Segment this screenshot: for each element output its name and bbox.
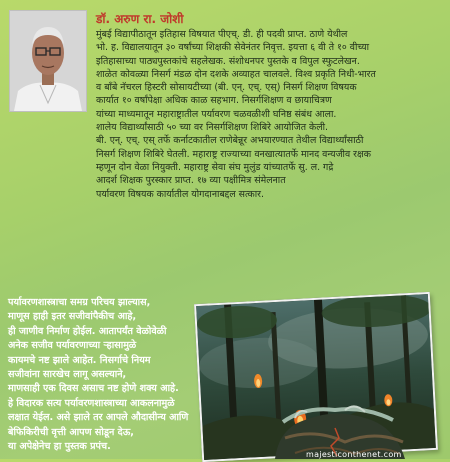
description-line: ही जाणीव निर्माण होईल. आतापर्यंत वेळोवेळी: [8, 325, 167, 337]
description-line: या अपेक्षेनेच हा पुस्तक प्रपंच.: [8, 441, 111, 453]
bio-line: शाळेत कोवळ्या निसर्ग मंडळ दोन दशके अव्याहत चालवले. विश्व प्रकृति निधी-भारत: [96, 68, 376, 80]
book-description: [8, 296, 198, 454]
bio-line: शालेय विद्यार्थ्यांसाठी ५० च्या वर निसर्गशिक्षण शिबिरे आयोजित केली.: [96, 122, 329, 134]
description-line: बेफिकिरीची वृत्ती आपण सोडून देऊ,: [8, 426, 134, 438]
author-photo: [9, 10, 87, 112]
description-line: लक्षात येईल. असे झाले तर आपले औदासीन्य आणि: [8, 412, 189, 424]
description-line: पर्यावरणशास्त्राचा समग्र परिचय झाल्यास,: [8, 297, 151, 308]
bio-line: निसर्ग शिक्षण शिबिरे घेतली. महाराष्ट्र राज्याच्या वनखात्यातर्फे मानद वन्यजीव रक्षक: [96, 148, 371, 160]
description-line: माणसाही एक दिवस असाच नष्ट होणे शक्य आहे.: [8, 383, 179, 395]
footer-url[interactable]: majesticonthenet.com: [306, 450, 402, 459]
description-line: कायमचे नष्ट झाले आहेत. निसर्गाचे नियम: [8, 354, 151, 366]
author-name: डॉ. अरुण रा. जोशी: [96, 12, 184, 26]
description-line: माणूस हाही इतर सजीवांपैकीच आहे,: [8, 311, 137, 323]
bio-line: मुंबई विद्यापीठातून इतिहास विषयात पीएच्. डी. ही पदवी प्राप्त. ठाणे येथील: [96, 29, 348, 40]
bio-line: यांच्या माध्यमातून महाराष्ट्रातील पर्यावरण चळवळीशी घनिष्ठ संबंध आला.: [96, 108, 337, 120]
description-line: हे विदारक सत्य पर्यावरणशास्त्राच्या आकलनामुळे: [8, 397, 175, 409]
description-line: सजीवांना सारखेच लागू असल्याने,: [8, 369, 127, 381]
bio-line: आदर्श शिक्षक पुरस्कार प्राप्त. १७ व्या पक्षीमित्र संमेलनात: [96, 175, 286, 187]
bio-line: भो. ह. विद्यालयातून ३० वर्षांच्या शिक्षकी सेवेनंतर निवृत्त. इयत्ता ६ वी ते १० वीच्या: [96, 42, 369, 54]
bio-line: व बॉंबे नॅचरल हिस्टरी सोसायटीच्या (बी. एन्. एच्. एस्) निसर्ग शिक्षण विषयक: [96, 82, 357, 94]
bio-line: पर्यावरण विषयक कार्यातील योगदानाबद्दल सत्कार.: [96, 188, 264, 200]
bio-line: कार्यात १० वर्षांपेक्षा अधिक काळ सहभाग. निसर्गशिक्षण व छायाचित्रण: [96, 95, 332, 107]
author-bio: [96, 28, 442, 201]
bio-line: इतिहासाच्या पाठ्यपुस्तकांचे सहलेखक. संशोधनपर पुस्तके व विपुल स्फुटलेखन.: [96, 55, 360, 67]
bio-line: म्हणून दोन वेळा नियुक्ती. महाराष्ट्र सेवा संघ मुलुंड यांच्यातर्फे सु. ल. गद्रे: [96, 161, 334, 173]
description-line: अनेक सजीव पर्यावरणाच्या ऱ्हासामुळे: [8, 340, 137, 352]
bio-line: बी. एन्. एच्. एस् तर्फे कर्नाटकातील राणेबेन्नूर अभयारण्यात तेथील विद्यार्थ्यांसाठी: [96, 135, 364, 147]
